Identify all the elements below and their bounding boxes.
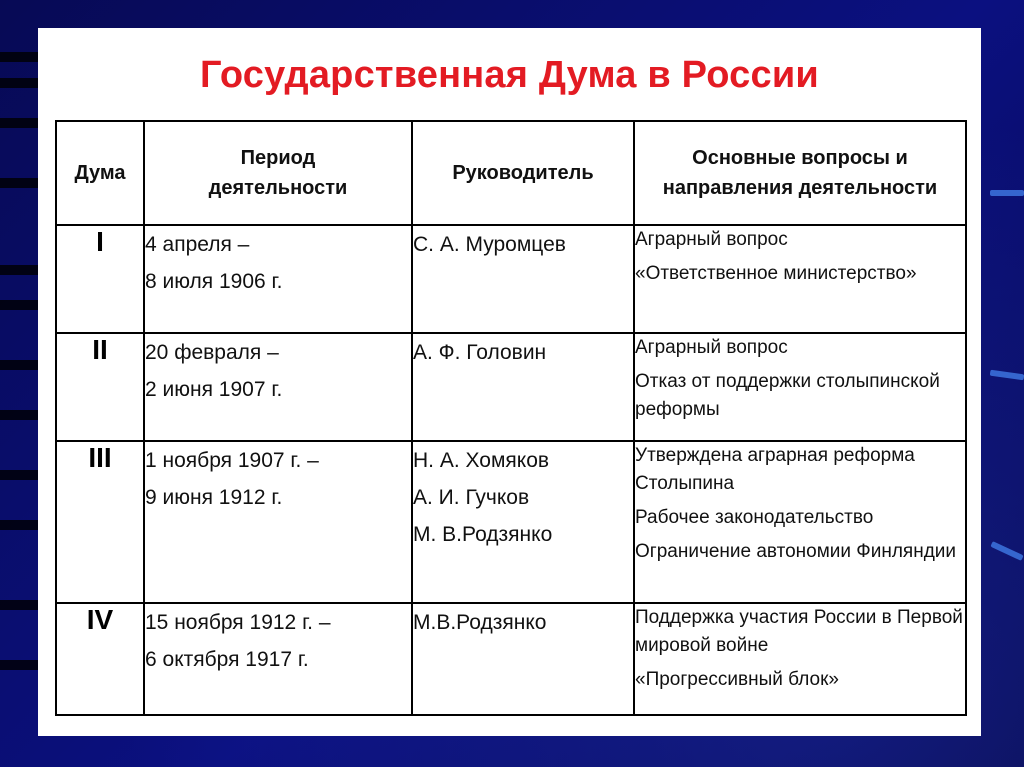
- issues-cell: Аграрный вопрос Отказ от поддержки столыпинской реформы: [634, 333, 966, 441]
- header-leader: Руководитель: [412, 121, 634, 225]
- duma-number: I: [56, 225, 144, 333]
- header-duma: Дума: [56, 121, 144, 225]
- period-cell: 20 февраля – 2 июня 1907 г.: [144, 333, 412, 441]
- table-row: [56, 441, 966, 603]
- issues-cell: Поддержка участия России в Первой мировой войне «Прогрессивный блок»: [634, 603, 966, 715]
- decor-dash: [990, 541, 1023, 561]
- issues-cell: Аграрный вопрос «Ответственное министерство»: [634, 225, 966, 333]
- slide-panel: [38, 28, 981, 736]
- left-stripes-decoration: [0, 0, 40, 767]
- duma-number: II: [56, 333, 144, 441]
- header-period: Период деятельности: [144, 121, 412, 225]
- duma-number: III: [56, 441, 144, 603]
- slide-title: Государственная Дума в России: [200, 54, 819, 96]
- leader-cell: С. А. Муромцев: [412, 225, 634, 333]
- decor-dash: [990, 190, 1024, 196]
- period-cell: 15 ноября 1912 г. – 6 октября 1917 г.: [144, 603, 412, 715]
- duma-table: [55, 120, 967, 716]
- issues-cell: Утверждена аграрная реформа Столыпина Рабочее законодательство Ограничение автономии Финляндии: [634, 441, 966, 603]
- table-row: [56, 225, 966, 333]
- table-row: [56, 333, 966, 441]
- table-header-row: [56, 121, 966, 225]
- leader-cell: М.В.Родзянко: [412, 603, 634, 715]
- decor-dash: [990, 370, 1024, 381]
- leader-cell: Н. А. Хомяков А. И. Гучков М. В.Родзянко: [412, 441, 634, 603]
- period-cell: 1 ноября 1907 г. – 9 июня 1912 г.: [144, 441, 412, 603]
- leader-cell: А. Ф. Головин: [412, 333, 634, 441]
- table-row: [56, 603, 966, 715]
- period-cell: 4 апреля – 8 июля 1906 г.: [144, 225, 412, 333]
- header-issues: Основные вопросы и направления деятельности: [634, 121, 966, 225]
- duma-number: IV: [56, 603, 144, 715]
